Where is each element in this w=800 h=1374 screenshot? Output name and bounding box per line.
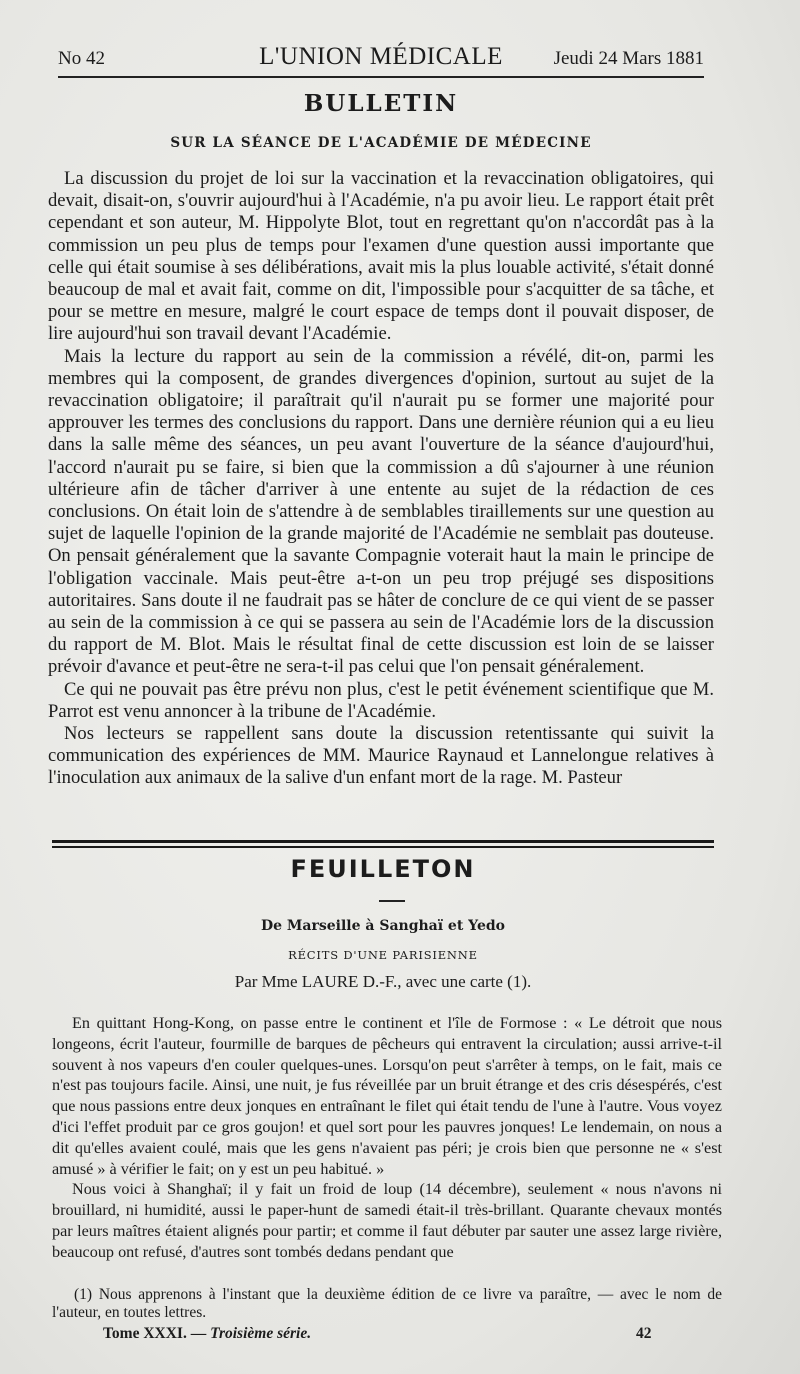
header-rule bbox=[58, 76, 704, 78]
bulletin-paragraph: La discussion du projet de loi sur la vaccination et la revaccination obligatoires, qui devait, disait-on, s'ouvrir aujourd'hui à l'Académie, n'a pu avoir lieu. Le rapport était prêt cependant et son auteur, M. Hippolyte Blot, tout en regrettant qu'on n'accordât pas à la commission un peu plus de temps pour l'examen d'une question aussi importante que celle qui était soumise à ses délibérations, avait mis la plus louable activité, s'était donné beaucoup de mal et avait fait, comme on dit, l'impossible pour s'acquitter de sa tâche, et pour se mettre en mesure, malgré le court espace de temps dont il pouvait disposer, de lire aujourd'hui son travail devant l'Académie. bbox=[48, 168, 714, 345]
bulletin-paragraph: Ce qui ne pouvait pas être prévu non plus, c'est le petit événement scientifique que M. Parrot est venu annoncer à la tribune de l'Académie. bbox=[48, 678, 714, 722]
feuilleton-rule-thin bbox=[52, 846, 714, 848]
title-dash bbox=[379, 900, 405, 902]
feuilleton-body bbox=[52, 1013, 722, 1263]
issue-number: No 42 bbox=[58, 48, 105, 69]
bulletin-body bbox=[48, 168, 714, 790]
bulletin-subtitle: SUR LA SÉANCE DE L'ACADÉMIE DE MÉDECINE bbox=[170, 135, 592, 151]
footer-tome: Tome XXXI. — bbox=[103, 1325, 211, 1342]
bulletin-paragraph: Mais la lecture du rapport au sein de la commission a révélé, dit-on, parmi les membres qui la composent, de grandes divergences d'opinion, surtout au sujet de la revaccination obligatoire; il paraîtrait qu'il n'aurait pu se former une majorité pour approuver les termes des conclusions du rapport. Dans une dernière réunion qui a eu lieu dans la salle même des séances, un peu avant l'ouverture de la séance d'aujourd'hui, l'accord n'aurait pu se faire, si bien que la commission a dû s'ajourner à une réunion ultérieure afin de tâcher d'arriver à une entente au sujet de la rédaction de ces conclusions. On était loin de s'attendre à de semblables tiraillements sur une question au sujet de laquelle l'opinion de la grande majorité de l'Académie ne semblait pas douteuse. On pensait généralement que la savante Compagnie voterait haut la main le principe de l'obligation vaccinale. Mais peut-être a-t-on un peu trop préjugé ses dispositions autoritaires. Sans doute il ne faudrait pas se hâter de conclure de ce qui vient de se passer au sein de la commission à ce qui se passera au sein de l'Académie lors de la discussion du rapport de M. Blot. Mais le résultat final de cette discussion est loin de se laisser prévoir d'avance et peut-être ne sera-t-il pas celui que l'on pensait généralement. bbox=[48, 345, 714, 678]
page-number: 42 bbox=[636, 1325, 652, 1342]
bulletin-paragraph: Nos lecteurs se rappellent sans doute la discussion retentissante qui suivit la communication des expériences de MM. Maurice Raynaud et Lannelongue relatives à l'inoculation aux animaux de la salive d'un enfant mort de la rage. M. Pasteur bbox=[48, 723, 714, 789]
feuilleton-title: FEUILLETON bbox=[290, 855, 476, 883]
footer-volume bbox=[103, 1325, 311, 1343]
feuilleton-series: RÉCITS D'UNE PARISIENNE bbox=[288, 948, 478, 962]
issue-date: Jeudi 24 Mars 1881 bbox=[553, 48, 704, 69]
footer-series: Troisième série. bbox=[210, 1325, 312, 1342]
page-header bbox=[58, 40, 704, 74]
feuilleton-paragraph: En quittant Hong-Kong, on passe entre le continent et l'île de Formose : « Le détroit que nous longeons, écrit l'auteur, fourmille de barques de pêcheurs qui entravent la circulation; aussi arrive-t-il souvent à nos vapeurs d'en couler quelques-unes. Lorsqu'on peut s'arrêter à temps, on le fait, mais ce n'est pas toujours facile. Ainsi, une nuit, je fus réveillée par un bruit étrange et des cris désespérés, c'est que nous passions entre deux jonques en entraînant le filet qui était tendu de l'une à l'autre. Vous voyez d'ici l'effet produit par ce gros goujon! et quel sort pour les pauvres jonques! Le lendemain, on nous a dit qu'elles avaient coulé, mais que les gens n'avaient pas péri; je crois bien que personne ne « s'est amusé » à vérifier le fait; on y est un peu habitué. » bbox=[52, 1014, 722, 1178]
feuilleton-author: Par Mme LAURE D.-F., avec une carte (1). bbox=[234, 972, 532, 991]
footnote: (1) Nous apprenons à l'instant que la deuxième édition de ce livre va paraître, — avec le nom de l'auteur, en toutes lettres. bbox=[52, 1286, 722, 1321]
bulletin-title: BULLETIN bbox=[303, 90, 459, 117]
feuilleton-paragraph: Nous voici à Shanghaï; il y fait un froid de loup (14 décembre), seulement « nous n'avons ni brouillard, ni humidité, aussi le paper-hunt de samedi était-il très-brillant. Quarante chevaux montés par leurs maîtres étaient alignés pour partir; et comme il faut débuter par sauter une assez large rivière, beaucoup ont refusé, d'autres sont tombés dedans pendant que bbox=[52, 1180, 722, 1261]
feuilleton-rule-thick bbox=[52, 840, 714, 843]
journal-title: L'UNION MÉDICALE bbox=[259, 43, 503, 70]
feuilleton-work-title: De Marseille à Sanghaï et Yedo bbox=[261, 918, 505, 934]
